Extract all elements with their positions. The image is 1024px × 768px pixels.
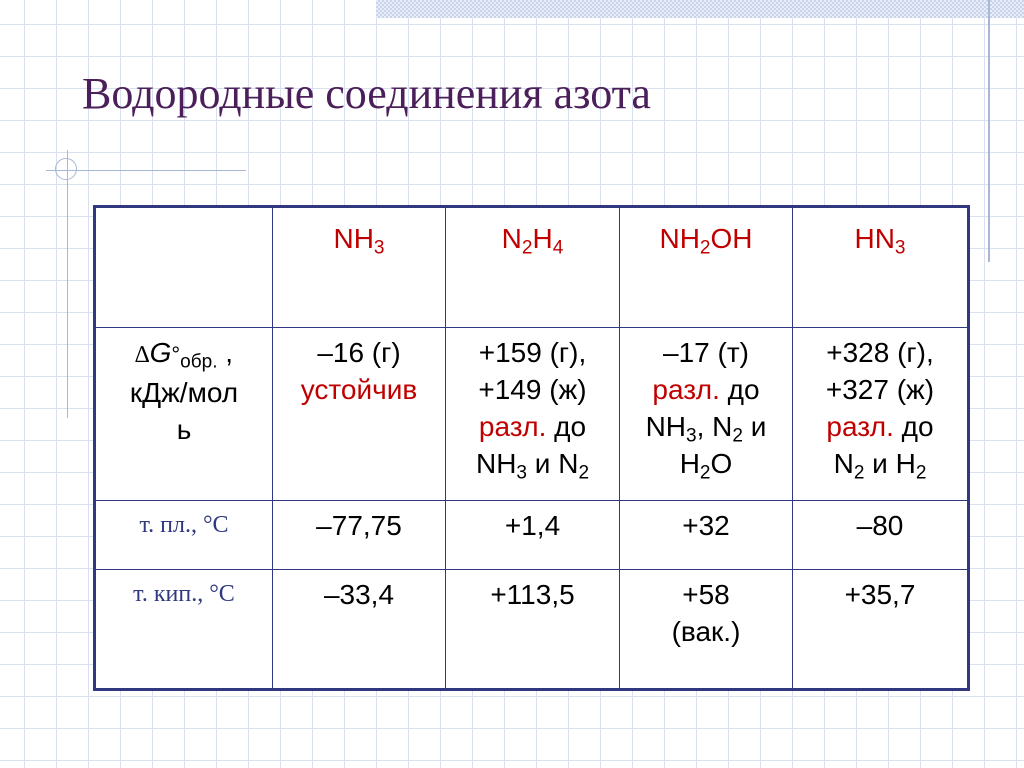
gibbs-nh2oh-mid: , N [696, 411, 733, 442]
cell-mp-nh2oh: +32 [620, 501, 793, 570]
gibbs-nh2oh-water-sub: 2 [699, 462, 711, 484]
gibbs-hn3-line1: +328 (г), [826, 337, 934, 368]
header-n2h4-tail: H [532, 223, 553, 254]
gibbs-n2h4-product2-sub: 2 [578, 462, 590, 484]
gibbs-hn3-and: и H [864, 448, 916, 479]
row-label-gibbs [95, 328, 273, 501]
gibbs-hn3-line2: +327 (ж) [825, 374, 935, 405]
header-n2h4-base: N [501, 223, 522, 254]
gibbs-hn3-product1: N [833, 448, 854, 479]
gibbs-n2h4-product1-sub: 3 [516, 462, 528, 484]
gibbs-nh2oh-product2-sub: 2 [732, 425, 743, 447]
header-n2h4-sub2: 4 [552, 237, 564, 259]
cell-bp-n2h4: +113,5 [446, 570, 620, 690]
gibbs-subscript: обр. [180, 351, 218, 373]
header-hn3-sub: 3 [894, 237, 906, 259]
decorative-vertical-line-left [67, 150, 68, 418]
gibbs-nh2oh-to: до [719, 374, 760, 405]
gibbs-hn3-to: до [893, 411, 934, 442]
header-n2h4-sub: 2 [521, 237, 533, 259]
bp-nh2oh-value: +58 [682, 579, 730, 610]
cell-gibbs-hn3 [793, 328, 969, 501]
cell-bp-nh3: –33,4 [273, 570, 446, 690]
header-nh2oh-sub: 2 [699, 237, 711, 259]
gibbs-n2h4-and: и N [527, 448, 579, 479]
table-row-melting-point [95, 501, 969, 570]
gibbs-n2h4-line1: +159 (г), [478, 337, 587, 368]
gibbs-unit-line3: ь [176, 414, 192, 445]
nitrogen-hydrides-table [93, 205, 970, 691]
gibbs-nh2oh-line1: –17 (т) [663, 337, 749, 368]
gibbs-nh2oh-note: разл. [652, 374, 720, 405]
header-hn3 [793, 207, 969, 328]
gibbs-nh2oh-water-o: O [710, 448, 733, 479]
gibbs-hn3-product2-sub: 2 [915, 462, 927, 484]
gibbs-hn3-note: разл. [826, 411, 894, 442]
gibbs-symbol: G [149, 337, 172, 368]
gibbs-n2h4-product1: NH [475, 448, 517, 479]
row-label-melting-point: т. пл., °С [95, 501, 273, 570]
gibbs-comma: , [217, 337, 234, 368]
cell-mp-hn3: –80 [793, 501, 969, 570]
bp-nh2oh-note: (вак.) [671, 616, 741, 647]
decorative-circle [55, 158, 77, 180]
table-row-boiling-point [95, 570, 969, 690]
cell-bp-hn3: +35,7 [793, 570, 969, 690]
header-n2h4 [446, 207, 620, 328]
header-nh3-sub: 3 [373, 237, 385, 259]
gibbs-hn3-product1-sub: 2 [853, 462, 865, 484]
gibbs-nh2oh-water-h: H [679, 448, 700, 479]
header-empty-cell [95, 207, 273, 328]
cell-gibbs-nh3 [273, 328, 446, 501]
table-header-row [95, 207, 969, 328]
gibbs-unit-line2: кДж/мол [129, 377, 239, 408]
header-nh2oh-base: NH [659, 223, 700, 254]
table-row-gibbs-energy [95, 328, 969, 501]
cell-bp-nh2oh [620, 570, 793, 690]
row-label-boiling-point: т. кип., °С [95, 570, 273, 690]
header-nh3 [273, 207, 446, 328]
gibbs-nh2oh-and: и [743, 411, 767, 442]
gibbs-nh3-value: –16 (г) [317, 337, 401, 368]
delta-symbol: ∆ [134, 342, 150, 368]
cell-mp-n2h4: +1,4 [446, 501, 620, 570]
gibbs-n2h4-note: разл. [478, 411, 547, 442]
slide-title: Водородные соединения азота [82, 69, 651, 118]
decorative-vertical-line-right [988, 0, 990, 262]
gibbs-n2h4-to: до [546, 411, 587, 442]
cell-gibbs-nh2oh [620, 328, 793, 501]
header-nh3-base: NH [333, 223, 374, 254]
cell-gibbs-n2h4 [446, 328, 620, 501]
gibbs-nh3-note: устойчив [300, 374, 418, 405]
decorative-top-strip [376, 0, 1024, 18]
gibbs-nh2oh-product1: NH [645, 411, 687, 442]
header-nh2oh-tail: OH [710, 223, 753, 254]
header-nh2oh [620, 207, 793, 328]
gibbs-n2h4-line2: +149 (ж) [478, 374, 587, 405]
cell-mp-nh3: –77,75 [273, 501, 446, 570]
header-hn3-base: HN [854, 223, 895, 254]
gibbs-nh2oh-product1-sub: 3 [686, 425, 697, 447]
degree-symbol: ° [171, 342, 181, 367]
